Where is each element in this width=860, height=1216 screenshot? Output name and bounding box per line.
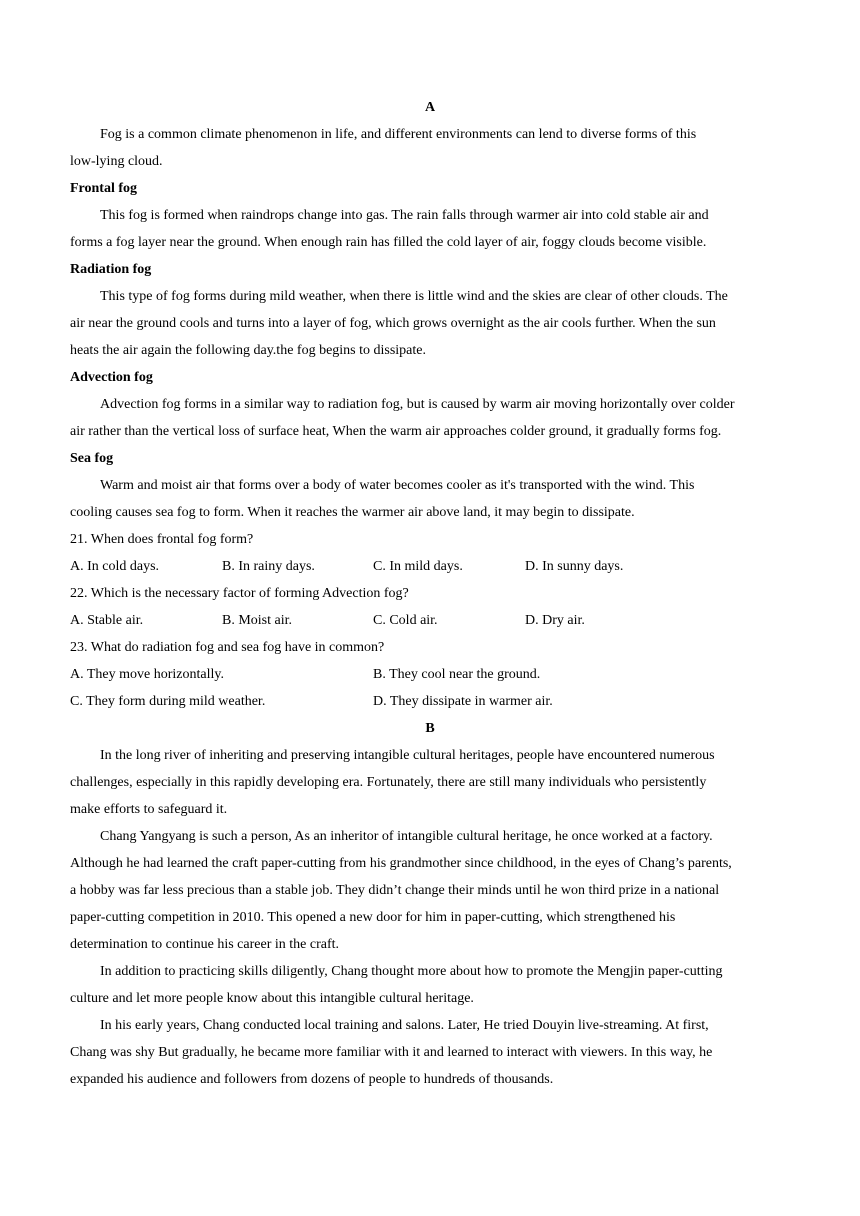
q23-option-d: D. They dissipate in warmer air. <box>373 694 553 709</box>
radiation-fog-heading: Radiation fog <box>70 262 152 277</box>
paragraph-line: Warm and moist air that forms over a body of water becomes cooler as it's transported with the wind. This <box>100 478 695 493</box>
question-22: 22. Which is the necessary factor of forming Advection fog? <box>70 586 409 601</box>
paragraph-line: paper-cutting competition in 2010. This opened a new door for him in paper-cutting, which strengthened his <box>70 910 676 925</box>
paragraph-line: air near the ground cools and turns into a layer of fog, which grows overnight as the air cools further. When the sun <box>70 316 716 331</box>
q22-option-d: D. Dry air. <box>525 613 585 628</box>
paragraph-line: This fog is formed when raindrops change into gas. The rain falls through warmer air into cold stable air and <box>100 208 709 223</box>
paragraph-line: Chang was shy But gradually, he became more familiar with it and learned to interact with viewers. In this way, he <box>70 1045 713 1060</box>
intro-line: low-lying cloud. <box>70 154 163 169</box>
q23-option-b: B. They cool near the ground. <box>373 667 541 682</box>
section-a-title: A <box>424 100 436 115</box>
q21-option-a: A. In cold days. <box>70 559 160 574</box>
paragraph-line: make efforts to safeguard it. <box>70 802 228 817</box>
q22-option-a: A. Stable air. <box>70 613 144 628</box>
paragraph-line: In his early years, Chang conducted local training and salons. Later, He tried Douyin live-streaming. At first, <box>100 1018 709 1033</box>
q23-option-c: C. They form during mild weather. <box>70 694 266 709</box>
frontal-fog-heading: Frontal fog <box>70 181 138 196</box>
sea-fog-heading: Sea fog <box>70 451 114 466</box>
q22-option-b: B. Moist air. <box>222 613 293 628</box>
paragraph-line: Chang Yangyang is such a person, As an inheritor of intangible cultural heritage, he once worked at a factory. <box>100 829 713 844</box>
question-21: 21. When does frontal fog form? <box>70 532 254 547</box>
paragraph-line: heats the air again the following day.the fog begins to dissipate. <box>70 343 427 358</box>
advection-fog-heading: Advection fog <box>70 370 153 385</box>
paragraph-line: determination to continue his career in the craft. <box>70 937 340 952</box>
paragraph-line: a hobby was far less precious than a stable job. They didn’t change their minds until he won third prize in a national <box>70 883 720 898</box>
paragraph-line: Although he had learned the craft paper-cutting from his grandmother since childhood, in the eyes of Chang’s parents, <box>70 856 732 871</box>
paragraph-line: In the long river of inheriting and preserving intangible cultural heritages, people have encountered numerous <box>100 748 715 763</box>
paragraph-line: In addition to practicing skills diligently, Chang thought more about how to promote the Mengjin paper-cutting <box>100 964 723 979</box>
paragraph-line: cooling causes sea fog to form. When it reaches the warmer air above land, it may begin to dissipate. <box>70 505 635 520</box>
q23-option-a: A. They move horizontally. <box>70 667 224 682</box>
question-23: 23. What do radiation fog and sea fog have in common? <box>70 640 385 655</box>
intro-line: Fog is a common climate phenomenon in life, and different environments can lend to diverse forms of this <box>100 127 697 142</box>
paragraph-line: forms a fog layer near the ground. When enough rain has filled the cold layer of air, foggy clouds become visible. <box>70 235 707 250</box>
q21-option-d: D. In sunny days. <box>525 559 624 574</box>
paragraph-line: culture and let more people know about this intangible cultural heritage. <box>70 991 474 1006</box>
q22-option-c: C. Cold air. <box>373 613 438 628</box>
paragraph-line: air rather than the vertical loss of surface heat, When the warm air approaches colder ground, it gradually forms fog. <box>70 424 722 439</box>
paragraph-line: This type of fog forms during mild weather, when there is little wind and the skies are clear of other clouds. The <box>100 289 728 304</box>
paragraph-line: challenges, especially in this rapidly developing era. Fortunately, there are still many individuals who persistently <box>70 775 707 790</box>
q21-option-c: C. In mild days. <box>373 559 463 574</box>
paragraph-line: expanded his audience and followers from dozens of people to hundreds of thousands. <box>70 1072 554 1087</box>
section-b-title: B <box>425 721 435 736</box>
paragraph-line: Advection fog forms in a similar way to radiation fog, but is caused by warm air moving horizontally over colder <box>100 397 735 412</box>
q21-option-b: B. In rainy days. <box>222 559 315 574</box>
